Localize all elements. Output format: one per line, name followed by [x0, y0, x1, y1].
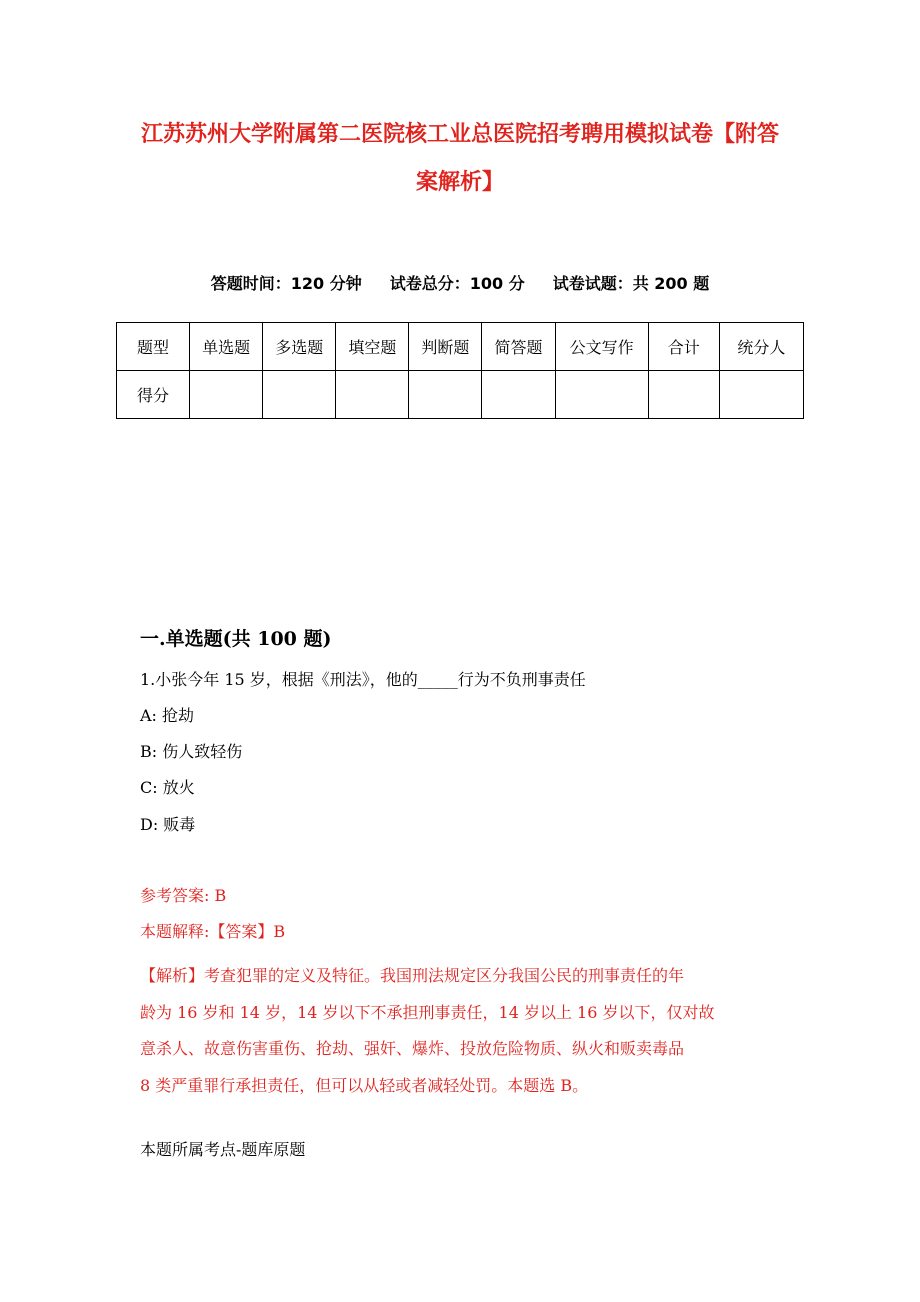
score-header-cell: 统分人	[719, 323, 803, 371]
exam-meta	[0, 271, 920, 294]
option-d: D: 贩毒	[140, 815, 196, 834]
score-cell	[409, 371, 482, 419]
source-note: 本题所属考点-题库原题	[140, 1140, 306, 1159]
exam-question-count: 试卷试题：共 200 题	[552, 274, 710, 293]
exam-total-score: 试卷总分：100 分	[389, 274, 525, 293]
score-table	[116, 322, 804, 419]
score-header-cell: 判断题	[409, 323, 482, 371]
analysis-line: 8 类严重罪行承担责任，但可以从轻或者减轻处罚。本题选 B。	[140, 1075, 589, 1095]
answer-explanation-head: 本题解释:【答案】B	[140, 922, 286, 941]
score-header-cell: 填空题	[336, 323, 409, 371]
score-cell	[719, 371, 803, 419]
section-title: 一.单选题(共 100 题)	[140, 628, 332, 650]
score-header-cell: 简答题	[482, 323, 555, 371]
score-header-cell: 题型	[117, 323, 190, 371]
score-table-score-row	[117, 371, 804, 419]
option-b: B: 伤人致轻伤	[140, 742, 243, 761]
score-table-header-row	[117, 323, 804, 371]
option-c: C: 放火	[140, 778, 195, 797]
option-a: A: 抢劫	[140, 706, 195, 725]
score-header-cell: 公文写作	[555, 323, 648, 371]
question-stem: 1.小张今年 15 岁，根据《刑法》，他的_____行为不负刑事责任	[140, 670, 586, 689]
score-header-cell: 多选题	[263, 323, 336, 371]
score-header-cell: 单选题	[190, 323, 263, 371]
score-cell	[648, 371, 719, 419]
score-header-cell: 合计	[648, 323, 719, 371]
analysis-line: 【解析】考查犯罪的定义及特征。我国刑法规定区分我国公民的刑事责任的年	[140, 966, 685, 985]
score-cell	[336, 371, 409, 419]
analysis-line: 意杀人、故意伤害重伤、抢劫、强奸、爆炸、投放危险物质、纵火和贩卖毒品	[140, 1039, 685, 1058]
score-cell	[482, 371, 555, 419]
reference-answer: 参考答案: B	[140, 886, 227, 905]
exam-time: 答题时间：120 分钟	[210, 274, 362, 293]
analysis-paragraph	[140, 958, 790, 1104]
analysis-line: 龄为 16 岁和 14 岁，14 岁以下不承担刑事责任，14 岁以上 16 岁以下，仅对故	[140, 1002, 715, 1022]
document-title-line1: 江苏苏州大学附属第二医院核工业总医院招考聘用模拟试卷【附答	[140, 122, 779, 147]
score-cell	[263, 371, 336, 419]
document-title-line2: 案解析】	[415, 170, 504, 195]
score-row-label: 得分	[117, 371, 190, 419]
score-cell	[555, 371, 648, 419]
score-cell	[190, 371, 263, 419]
